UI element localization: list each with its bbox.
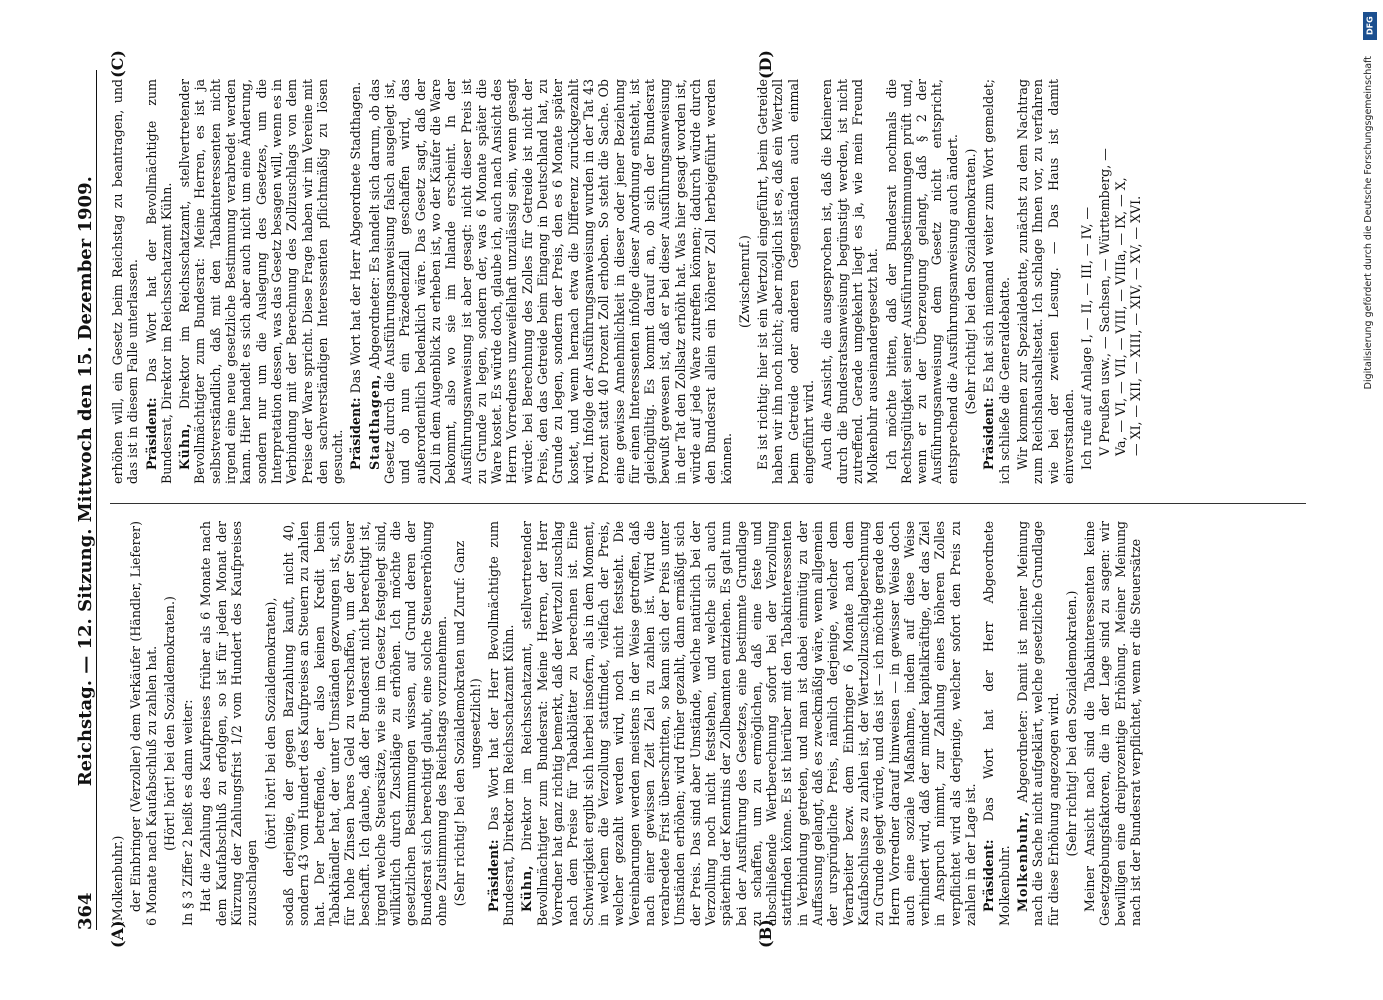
digitization-credit [1361,10,1379,990]
document-page [56,50,1326,950]
annex-list-line: Va, — VI, — VII, — VIII, — VIIIa, — IX, — X, [1112,177,1128,456]
speaker-label: Präsident: [485,839,501,912]
speech-entry [177,79,345,484]
quotation: Hat die Zahlung des Kaufpreises früher als 6 Monate nach dem Kaufabschluß zu erfolgen, so ist für jeden Monat der Kürzung der Zahlungsfrist 1/2 vom Hundert des Kaufpreises zuzuschlagen [198,521,260,926]
speech-entry [144,79,175,484]
paragraph: Wir kommen zur Spezialdebatte, zunächst zu dem Nachtrag zum Reichshaushaltsetat. Ich schlage Ihnen vor, zu verfahren wie bei der zweiten Lesung. — Das Haus ist damit einverstanden. [1014,79,1076,484]
margin-mark-d: (D) [756,50,775,80]
margin-mark-a: (A) [108,920,127,948]
speech-text: Direktor im Reichsschatzamt, stellvertretender Bevollmächtigter zum Bundesrat: Meine Herren, der Herr Vorredner hat ganz richtig bemerkt, daß der Wertzoll zuschlag nach dem Preise für Tabakblätter zu berechnen ist. Eine Schwierigkeit ergibt sich hierbei insofern, als in dem Moment, in welchem die Verzollung stattfindet, vielfach der Preis, welcher gezahlt werden wird, noch nicht feststeht. Die Vereinbarungen werden meistens in der Weise getroffen, daß nach einer gewissen Zeit Ziel zu zahlen ist. Wird die verabredete Frist überschritten, so kann sich der Preis unter Umständen erhöhen; wird früher gezahlt, dann ermäßigt sich der Preis. Das sind aber Umstände, welche natürlich bei der Verzollung noch nicht feststehen, und welche sich auch späterhin der Kenntnis der Zollbeamten entziehen. Es galt nun bei der Ausführung des Gesetzes, eine bestimmte Grundlage zu schaffen, um zu ermöglichen, daß eine feste und abschließende Wertberechnung sofort bei der Verzollung stattfinden könne. Es ist hierüber mit den Tabakinteressenten in Verbindung getreten, und man ist dabei einmütig zu der Auffassung gelangt, daß es zweckmäßig wäre, wenn allgemein der ursprüngliche Preis, nämlich derjenige, welcher dem Verarbeiter bezw. dem Einbringer 6 Monate nach dem Kaufabschlusse zu zahlen ist, der Wertzollzuschlagberechnung zu Grunde gelegt würde, und das ist — ich möchte gerade den Herrn Vorredner darauf hinweisen — in gewisser Weise doch auch eine soziale Maßnahme, indem auf diese Weise verhindert wird, daß der minder kapitalkräftige, der das Ziel in Anspruch nimmt, zur Zahlung eines höheren Zolles verpflichtet wird als derjenige, welcher sofort den Preis zu zahlen in der Lage ist. [519,521,979,926]
margin-mark-b: (B) [756,919,775,948]
paragraph: Meiner Ansicht nach sind die Tabakinteressenten keine Gesetzgebungsfaktoren, die in der Lage sind zu sagen: wir bewilligen eine dreiprozentige Erhöhung. Meiner Meinung nach ist der Bundesrat verpflichtet, wenn er die Steuersätze [1082,521,1143,926]
speaker-label: Präsident: [348,397,364,470]
speech-text: Es hat sich niemand weiter zum Wort gemeldet; ich schließe die Generaldebatte. [981,79,1012,484]
paragraph: sodaß derjenige, der gegen Barzahlung kauft, nicht 40, sondern 43 vom Hundert des Kaufpreises an Steuern zu zahlen hat. Der betreffende, der also keinen Kredit beim Tabakhändler hat, der unter Umständen gezwungen ist, sich für hohe Zinsen bares Geld zu verschaffen, um der Steuer beschafft. Ich glaube, daß der Bundesrat nicht berechtigt ist, irgend welche Steuersätze, wie sie im Gesetz festgelegt sind, willkürlich durch Zuschläge zu erhöhen. Ich möchte die gesetzlichen Bestimmungen wissen, auf Grund deren der Bundesrat sich berechtigt glaubt, eine solche Steuererhöhung ohne Zustimmung des Reichstags vorzunehmen. [280,521,449,926]
reaction: (hört! hört! bei den Sozialdemokraten), [262,597,278,850]
paragraph: Es ist richtig: hier ist ein Wertzoll eingeführt, beim Getreide haben wir ihn noch nicht; aber möglich ist es, daß ein Wertzoll beim Getreide oder anderen Gegenständen auch einmal eingeführt wird. [755,79,817,484]
annex-list [1097,79,1143,484]
speaker-label: Molkenbuhr, [1014,810,1030,912]
dfg-logo: DFG [1363,12,1377,40]
paragraph: In § 3 Ziffer 2 heißt es dann weiter: [180,699,196,926]
annex-list-line: — XI, — XII, — XIII, — XIV, — XV, — XVI. [1128,195,1143,456]
speaker-label: Stadthagen, [366,373,382,470]
speaker-label: Präsident: [143,397,159,470]
speech-entry [981,521,1012,926]
speech-entry [348,79,363,484]
speech-entry [1015,521,1061,926]
reaction: (Sehr richtig! bei den Sozialdemokraten und Zuruf: Ganz ungesetzlich!) [452,540,483,907]
reaction: (Sehr richtig! bei den Sozialdemokraten.) [963,148,979,415]
speaker-label: Kühn, [177,422,193,470]
right-column [110,79,1306,484]
page-number: 364 [75,892,96,930]
speaker-label: Präsident: [981,839,997,912]
speech-text: Abgeordneter: Es handelt sich darum, ob das Gesetz durch die Ausführungsanweisung falsch ausgelegt ist, und ob nun ein Präzedenzfall geschaffen wird, das außerordentlich bedenklich wäre. Das Gesetz sagt, daß der Zoll in dem Augenblick zu erheben ist, wo der Käufer die Ware bekommt, also wo sie im Inlande erscheint. In der Ausführungsanweisung ist aber gesagt: nicht dieser Preis ist zu Grunde zu legen, sondern der, was 6 Monate später die Ware kostet. Es würde doch, glaube ich, auch nach Ansicht des Herrn Vorredners unzweifelhaft unzulässig sein, wenn gesagt würde: bei Berechnung des Zolles für Getreide ist nicht der Preis, den das Getreide beim Eingang in Deutschland hat, zu Grunde zu legen, sondern der Preis, den es 6 Monate später kostet, und wenn hernach etwa die Differenz zurückgezahlt wird. Infolge der Ausführungsanweisung wurden in der Tat 43 Prozent statt 40 Prozent Zoll erhoben. So steht die Sache. Ob eine gewisse Annehmlichkeit in dieser oder jener Beziehung für einen Interessenten infolge dieser Anordnung entsteht, ist gleichgültig. Es kommt darauf an, ob sich der Bundesrat bewußt gewesen ist, daß er bei dieser Ausführungsanweisung in der Tat den Zollsatz erhöht hat. Was hier gesagt worden ist, würde auf jede Ware zutreffen können; dadurch würde durch den Bundesrat allein ein höherer Zoll herbeigeführt werden können. [366,79,734,484]
page-title: Reichstag. — 12. Sitzung. Mittwoch den 15. Dezember 1909. [75,176,96,787]
speech-text: Abgeordneter: Damit ist meiner Meinung nach die Sache nicht aufgeklärt, welche gesetzliche Grundlage für diese Erhöhung angezogen wird. [1014,521,1061,926]
speech-entry [519,521,978,926]
paragraph: Auch die Ansicht, die ausgesprochen ist, daß die Kleineren durch die Bundesratsanweisung begünstigt werden, ist nicht zutreffend. Gerade umgekehrt liegt es ja, wie mein Freund Molkenbuhr auseinandergesetzt hat. [819,79,881,484]
speech-entry [367,79,734,484]
speech-entry [486,521,517,926]
paragraph: Ich rufe auf Anlage I, — II, — III, — IV, — [1079,206,1095,470]
reaction: (Sehr richtig! bei den Sozialdemokraten.) [1063,590,1079,857]
speech-text: Das Wort hat der Herr Abgeordnete Stadthagen. [348,81,364,394]
credit-text: Digitalisierung gefördert durch die Deutsche Forschungsgemeinschaft [1363,56,1374,390]
reaction: (Zwischenruf.) [736,235,752,328]
speech-text: Das Wort hat der Herr Abgeordnete Molkenbuhr. [981,521,1012,926]
margin-mark-c: (C) [108,50,127,78]
left-column [110,521,1306,926]
speech-text: Das Wort hat der Herr Bevollmächtigte zum Bundesrat, Direktor im Reichsschatzamt Kühn. [485,521,517,926]
speech-text: Direktor im Reichsschatzamt, stellvertretender Bevollmächtigter zum Bundesrat: Meine Herren, es ist ja selbstverständlich, daß mit den Tabakinteressenten nicht irgend eine neue gesetzliche Bestimmung verabredet werden kann. Hier handelt es sich aber auch nicht um eine Änderung, sondern nur um die Auslegung des Gesetzes, um die Interpretation dessen, was das Gesetz besagen will, wenn es in Verbindung mit der Berechnung des Zollzuschlags von dem Preise der Ware spricht. Diese Frage haben wir im Vereine mit den sachverständigen Interessenten pflichtmäßig zu lösen gesucht. [177,79,346,484]
speaker-label: Präsident: [981,397,997,470]
paragraph: erhöhen will, ein Gesetz beim Reichstag zu beantragen, und das ist in diesem Falle unterlassen. [110,79,141,484]
paragraph: Ich möchte bitten, daß der Bundesrat nochmals die Rechtsgültigkeit seiner Ausführungsbestimmungen prüft und, wenn er zu der Überzeugung gelangt, daß § 2 der Ausführungsanweisung dem Gesetz nicht entspricht, entsprechend die Ausführungsanweisung auch ändert. [883,79,960,484]
speaker-label: Kühn, [519,864,535,912]
running-head [70,70,97,930]
annex-list-line: V Preußen usw., — Sachsen, — Württemberg, — [1097,148,1113,456]
column-divider [110,503,1306,504]
speech-entry [981,79,1012,484]
paragraph: der Einbringer (Verzoller) dem Verkäufer (Händler, Lieferer) 6 Monate nach Kaufabschluß zu zahlen hat. [128,521,159,926]
reaction: (Hört! hört! bei den Sozialdemokraten.) [161,596,177,851]
speech-text: Das Wort hat der Bevollmächtigte zum Bundesrat, Direktor im Reichsschatzamt Kühn. [143,79,174,484]
speaker-tag: (Molkenbuhr.) [110,835,125,926]
